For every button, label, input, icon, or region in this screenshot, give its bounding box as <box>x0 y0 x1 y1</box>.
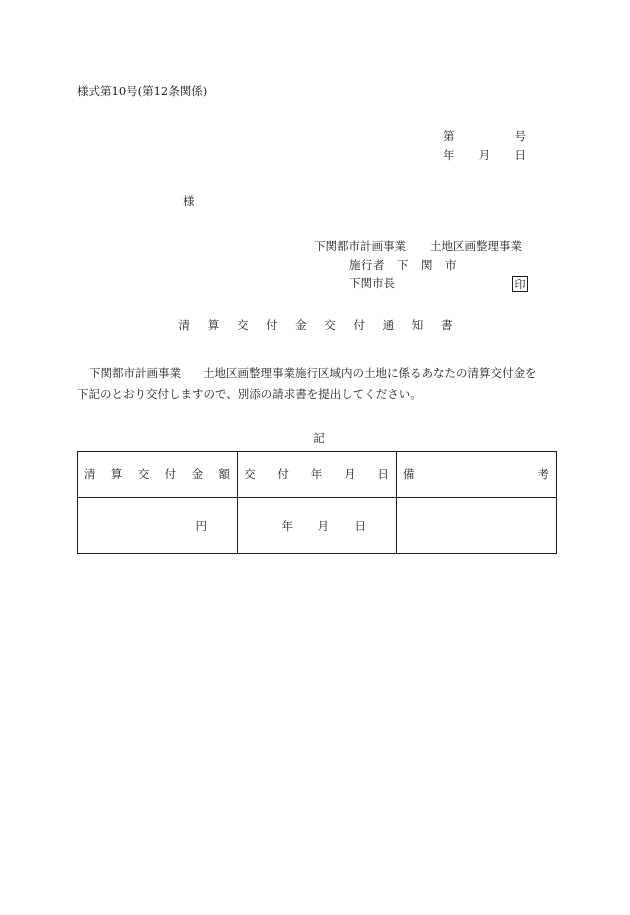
grant-table-value-row <box>78 498 557 554</box>
header-amount-char: 算 <box>110 466 123 481</box>
body-line-1-text: 土地区画整理事業施行区域内の土地に係るあなたの清算交付金を <box>203 366 537 380</box>
body-project: 下関都市計画事業 <box>89 366 181 380</box>
date-value-day: 日 <box>354 518 366 533</box>
issuer-mayor: 下関市長 <box>349 276 395 290</box>
header-date-cell <box>238 452 397 498</box>
header-date-char: 付 <box>277 466 289 481</box>
amount-value-cell <box>78 498 238 554</box>
form-number: 様式第10号(第12条関係) <box>77 84 208 98</box>
number-suffix: 号 <box>514 129 526 143</box>
body-paragraph <box>77 363 557 405</box>
date-year: 年 <box>443 148 455 162</box>
header-amount-char: 清 <box>84 466 96 481</box>
header-amount-char: 交 <box>137 466 150 481</box>
grant-table-header-row <box>78 452 557 498</box>
header-amount-cell <box>78 452 238 498</box>
date-value-month: 月 <box>317 518 329 533</box>
header-amount-char: 金 <box>191 466 204 481</box>
date-value-year: 年 <box>281 518 293 533</box>
header-remarks-char: 考 <box>537 466 549 481</box>
document-number-row <box>443 131 526 143</box>
header-remarks-char: 備 <box>403 466 415 481</box>
issuer-executor: 施行者 下 関 市 <box>349 258 457 272</box>
issuer-project: 下関都市計画事業 <box>314 239 406 253</box>
remarks-value-cell <box>397 498 557 554</box>
document-date-row <box>443 150 526 162</box>
header-date-char: 交 <box>244 466 256 481</box>
document-title: 清 算 交 付 金 交 付 通 知 書 <box>178 318 460 332</box>
amount-unit: 円 <box>195 518 207 533</box>
header-date-char: 年 <box>310 466 323 481</box>
header-amount-char: 付 <box>164 466 177 481</box>
grant-table <box>77 451 557 554</box>
header-date-char: 月 <box>344 466 356 481</box>
header-amount-char: 額 <box>218 466 230 481</box>
record-label: 記 <box>313 431 325 445</box>
seal-mark: 印 <box>512 276 528 292</box>
header-remarks-cell <box>397 452 557 498</box>
issuer-project-type: 土地区画整理事業 <box>430 239 522 253</box>
body-line-1 <box>77 363 557 384</box>
date-value-cell <box>238 498 397 554</box>
date-day: 日 <box>514 148 526 162</box>
document-number-block <box>443 131 526 163</box>
header-date-char: 日 <box>377 466 389 481</box>
date-month: 月 <box>478 148 491 162</box>
body-line-2: 下記のとおり交付しますので、別添の請求書を提出してください。 <box>77 387 422 401</box>
number-prefix: 第 <box>443 129 455 143</box>
addressee-suffix: 様 <box>183 194 195 208</box>
issuer-project-line <box>314 241 522 253</box>
